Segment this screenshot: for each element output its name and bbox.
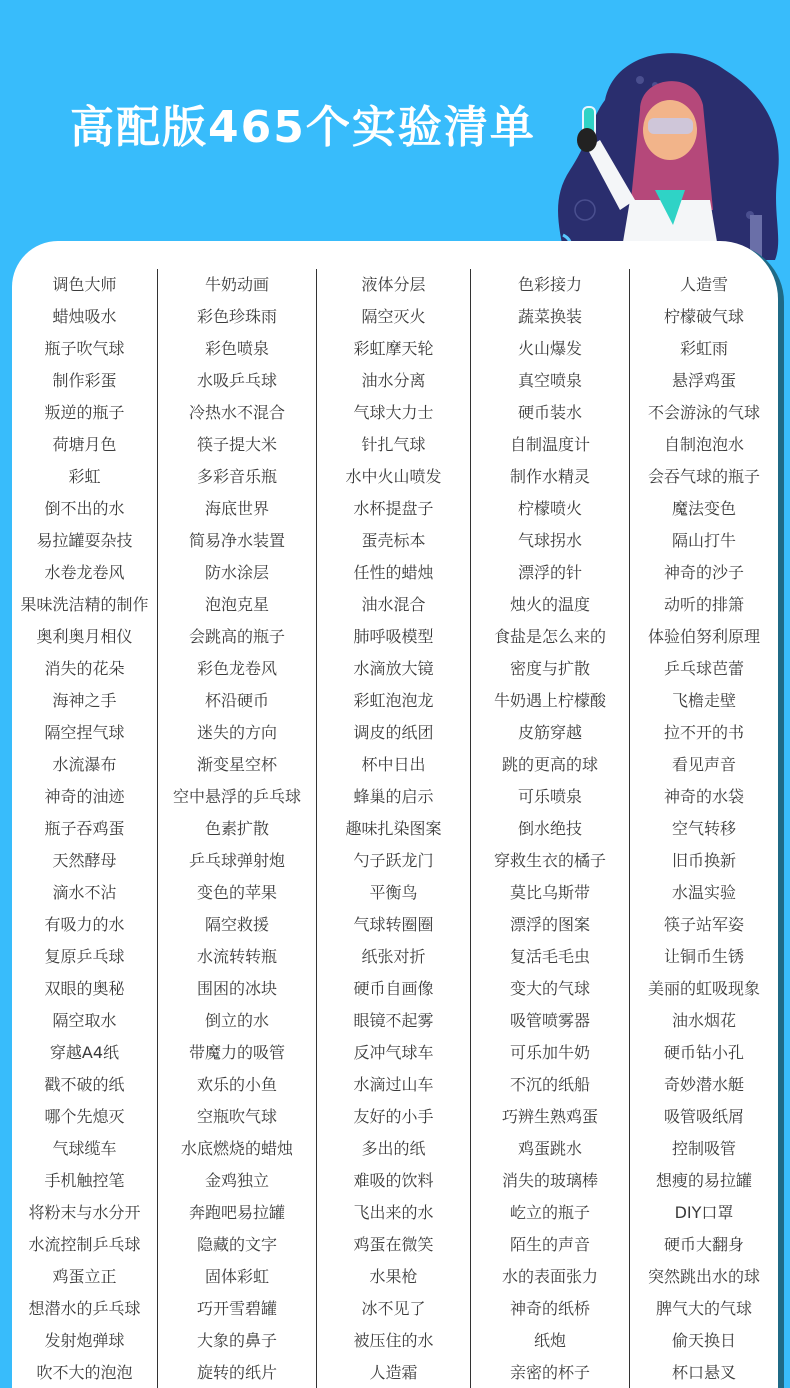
experiment-item: 彩色珍珠雨 [196,307,277,326]
experiment-item: 彩虹雨 [679,339,728,358]
experiment-item: 调皮的纸团 [353,723,434,742]
experiment-item: 叛逆的瓶子 [44,403,125,422]
experiment-item: 想潜水的乒乓球 [28,1299,141,1318]
experiment-item: 想瘦的易拉罐 [655,1171,752,1190]
experiment-item: 气球拐水 [517,531,582,550]
experiment-item: 会吞气球的瓶子 [647,467,760,486]
experiment-item: 可乐加牛奶 [509,1043,590,1062]
experiment-item: 泡泡克星 [204,595,269,614]
experiment-item: 水底燃烧的蜡烛 [180,1139,293,1158]
experiment-item: 纸张对折 [361,947,426,966]
experiment-item: 水卷龙卷风 [44,563,125,582]
experiment-item: 烛火的温度 [509,595,590,614]
experiment-item: 手机触控笔 [44,1171,125,1190]
experiment-item: 液体分层 [361,275,426,294]
experiment-item: 金鸡独立 [204,1171,269,1190]
experiment-item: 彩虹摩天轮 [353,339,434,358]
column-1 [12,269,158,1388]
experiment-item: 油水混合 [361,595,426,614]
experiment-item: 隔空救援 [204,915,269,934]
experiment-item: 乒乓球芭蕾 [663,659,744,678]
experiment-item: 穿越A4纸 [49,1043,120,1062]
experiment-item: 水流瀑布 [52,755,117,774]
experiment-item: 让铜币生锈 [663,947,744,966]
experiment-item: 多出的纸 [361,1139,426,1158]
experiment-item: 消失的花朵 [44,659,125,678]
experiment-item: 油水烟花 [671,1011,736,1030]
experiment-item: 色素扩散 [204,819,269,838]
experiment-item: 漂浮的针 [517,563,582,582]
experiment-item: 纸炮 [533,1331,566,1350]
experiment-item: 趣味扎染图案 [345,819,442,838]
experiment-item: 火山爆发 [517,339,582,358]
experiment-item: 滴水不沾 [52,883,117,902]
experiment-item: 神奇的沙子 [663,563,744,582]
experiment-item: 彩色喷泉 [204,339,269,358]
experiment-item: 筷子站军姿 [663,915,744,934]
experiment-item: 天然酵母 [52,851,117,870]
experiment-item: 平衡鸟 [369,883,418,902]
experiment-item: 人造雪 [679,275,728,294]
experiment-item: 杯沿硬币 [204,691,269,710]
experiment-item: 果味洗洁精的制作 [20,595,149,614]
experiment-item: 彩虹泡泡龙 [353,691,434,710]
experiment-item: 拉不开的书 [663,723,744,742]
experiment-item: 空气转移 [671,819,736,838]
experiment-item: 倒立的水 [204,1011,269,1030]
experiment-item: 变色的苹果 [196,883,277,902]
experiment-item: 防水涂层 [204,563,269,582]
experiment-item: 隔空灭火 [361,307,426,326]
scientist-illustration-icon [545,40,790,260]
experiment-item: 巧开雪碧罐 [196,1299,277,1318]
experiment-item: 被压住的水 [353,1331,434,1350]
experiment-item: 水中火山喷发 [345,467,442,486]
experiment-item: 友好的小手 [353,1107,434,1126]
experiment-item: 倒水绝技 [517,819,582,838]
experiment-item: 脾气大的气球 [655,1299,752,1318]
experiment-item: 硬币钻小孔 [663,1043,744,1062]
experiment-item: 发射炮弹球 [44,1331,125,1350]
experiment-item: 隔空捏气球 [44,723,125,742]
experiment-item: 牛奶遇上柠檬酸 [493,691,606,710]
experiment-item: 硬币装水 [517,403,582,422]
experiment-item: 油水分离 [361,371,426,390]
experiment-item: 飞出来的水 [353,1203,434,1222]
experiment-item: 水滴过山车 [353,1075,434,1094]
experiment-item: 水杯提盘子 [353,499,434,518]
experiment-item: 牛奶动画 [204,275,269,294]
experiment-item: 飞檐走壁 [671,691,736,710]
experiment-item: 体验伯努利原理 [647,627,760,646]
column-4 [471,269,630,1388]
experiment-item: 密度与扩散 [509,659,590,678]
experiment-item: DIY口罩 [674,1203,734,1222]
experiment-item: 杯中日出 [361,755,426,774]
experiment-item: 神奇的油迹 [44,787,125,806]
experiment-item: 易拉罐耍杂技 [36,531,133,550]
experiment-item: 水的表面张力 [501,1267,598,1286]
experiment-item: 勺子跃龙门 [353,851,434,870]
experiment-item: 肺呼吸模型 [353,627,434,646]
experiment-item: 不沉的纸船 [509,1075,590,1094]
experiment-item: 吸管喷雾器 [509,1011,590,1030]
column-2 [158,269,317,1388]
experiment-item: 自制温度计 [509,435,590,454]
experiment-item: 偷天换日 [671,1331,736,1350]
experiment-item: 水滴放大镜 [353,659,434,678]
experiment-item: 双眼的奥秘 [44,979,125,998]
experiment-item: 调色大师 [52,275,117,294]
experiment-item: 围困的冰块 [196,979,277,998]
experiment-columns [12,269,778,1388]
experiment-item: 屹立的瓶子 [509,1203,590,1222]
experiment-item: 任性的蜡烛 [353,563,434,582]
experiment-item: 固体彩虹 [204,1267,269,1286]
experiment-item: 反冲气球车 [353,1043,434,1062]
column-3 [317,269,471,1388]
experiment-item: 鸡蛋在微笑 [353,1235,434,1254]
experiment-item: 陌生的声音 [509,1235,590,1254]
experiment-item: 神奇的纸桥 [509,1299,590,1318]
experiment-item: 色彩接力 [517,275,582,294]
experiment-item: 复活毛毛虫 [509,947,590,966]
experiment-item: 蛋壳标本 [361,531,426,550]
experiment-item: 乒乓球弹射炮 [188,851,285,870]
experiment-item: 冷热水不混合 [188,403,285,422]
experiment-item: 水果枪 [369,1267,418,1286]
experiment-item: 隔空取水 [52,1011,117,1030]
experiment-item: 可乐喷泉 [517,787,582,806]
experiment-item: 大象的鼻子 [196,1331,277,1350]
experiment-item: 欢乐的小鱼 [196,1075,277,1094]
experiment-item: 自制泡泡水 [663,435,744,454]
experiment-item: 难吸的饮料 [353,1171,434,1190]
experiment-item: 鸡蛋跳水 [517,1139,582,1158]
experiment-item: 美丽的虹吸现象 [647,979,760,998]
experiment-item: 杯口悬叉 [671,1363,736,1382]
experiment-item: 海神之手 [52,691,117,710]
experiment-item: 隔山打牛 [671,531,736,550]
experiment-item: 制作水精灵 [509,467,590,486]
experiment-item: 蜡烛吸水 [52,307,117,326]
experiment-item: 渐变星空杯 [196,755,277,774]
experiment-item: 食盐是怎么来的 [493,627,606,646]
experiment-item: 跳的更高的球 [501,755,598,774]
experiment-item: 简易净水装置 [188,531,285,550]
experiment-item: 柠檬破气球 [663,307,744,326]
experiment-item: 神奇的水袋 [663,787,744,806]
experiment-item: 气球大力士 [353,403,434,422]
experiment-item: 看见声音 [671,755,736,774]
experiment-item: 气球转圈圈 [353,915,434,934]
experiment-item: 水吸乒乓球 [196,371,277,390]
experiment-item: 会跳高的瓶子 [188,627,285,646]
experiment-item: 戳不破的纸 [44,1075,125,1094]
experiment-item: 迷失的方向 [196,723,277,742]
experiment-item: 亲密的杯子 [509,1363,590,1382]
experiment-item: 水温实验 [671,883,736,902]
experiment-item: 将粉末与水分开 [28,1203,141,1222]
experiment-item: 硬币大翻身 [663,1235,744,1254]
experiment-item: 制作彩蛋 [52,371,117,390]
experiment-item: 瓶子吹气球 [44,339,125,358]
experiment-item: 消失的玻璃棒 [501,1171,598,1190]
column-5 [630,269,778,1388]
experiment-item: 哪个先熄灭 [44,1107,125,1126]
experiment-item: 复原乒乓球 [44,947,125,966]
experiment-item: 奥利奥月相仪 [36,627,133,646]
experiment-item: 不会游泳的气球 [647,403,760,422]
experiment-item: 突然跳出水的球 [647,1267,760,1286]
experiment-item: 漂浮的图案 [509,915,590,934]
experiment-item: 动听的排箫 [663,595,744,614]
experiment-item: 蔬菜换装 [517,307,582,326]
experiment-item: 冰不见了 [361,1299,426,1318]
experiment-item: 彩虹 [68,467,101,486]
page-title: 高配版465个实验清单 [70,102,536,153]
experiment-list-card [12,241,778,1388]
experiment-item: 巧辨生熟鸡蛋 [501,1107,598,1126]
experiment-item: 真空喷泉 [517,371,582,390]
experiment-item: 吸管吸纸屑 [663,1107,744,1126]
experiment-item: 倒不出的水 [44,499,125,518]
experiment-item: 隐藏的文字 [196,1235,277,1254]
experiment-item: 莫比乌斯带 [509,883,590,902]
experiment-item: 水流转转瓶 [196,947,277,966]
experiment-item: 悬浮鸡蛋 [671,371,736,390]
experiment-item: 瓶子吞鸡蛋 [44,819,125,838]
experiment-item: 硬币自画像 [353,979,434,998]
experiment-item: 筷子提大米 [196,435,277,454]
experiment-item: 蜂巢的启示 [353,787,434,806]
experiment-item: 人造霜 [369,1363,418,1382]
experiment-item: 柠檬喷火 [517,499,582,518]
experiment-item: 多彩音乐瓶 [196,467,277,486]
experiment-item: 奔跑吧易拉罐 [188,1203,285,1222]
experiment-item: 空瓶吹气球 [196,1107,277,1126]
experiment-item: 彩色龙卷风 [196,659,277,678]
experiment-item: 有吸力的水 [44,915,125,934]
experiment-item: 控制吸管 [671,1139,736,1158]
experiment-item: 旋转的纸片 [196,1363,277,1382]
experiment-item: 荷塘月色 [52,435,117,454]
experiment-item: 奇妙潜水艇 [663,1075,744,1094]
experiment-item: 气球缆车 [52,1139,117,1158]
experiment-item: 水流控制乒乓球 [28,1235,141,1254]
experiment-item: 带魔力的吸管 [188,1043,285,1062]
experiment-item: 鸡蛋立正 [52,1267,117,1286]
experiment-item: 海底世界 [204,499,269,518]
header-banner [0,0,790,260]
experiment-item: 变大的气球 [509,979,590,998]
experiment-item: 魔法变色 [671,499,736,518]
experiment-item: 吹不大的泡泡 [36,1363,133,1382]
experiment-item: 皮筋穿越 [517,723,582,742]
experiment-item: 眼镜不起雾 [353,1011,434,1030]
experiment-item: 空中悬浮的乒乓球 [172,787,301,806]
experiment-item: 旧币换新 [671,851,736,870]
experiment-item: 针扎气球 [361,435,426,454]
experiment-item: 穿救生衣的橘子 [493,851,606,870]
